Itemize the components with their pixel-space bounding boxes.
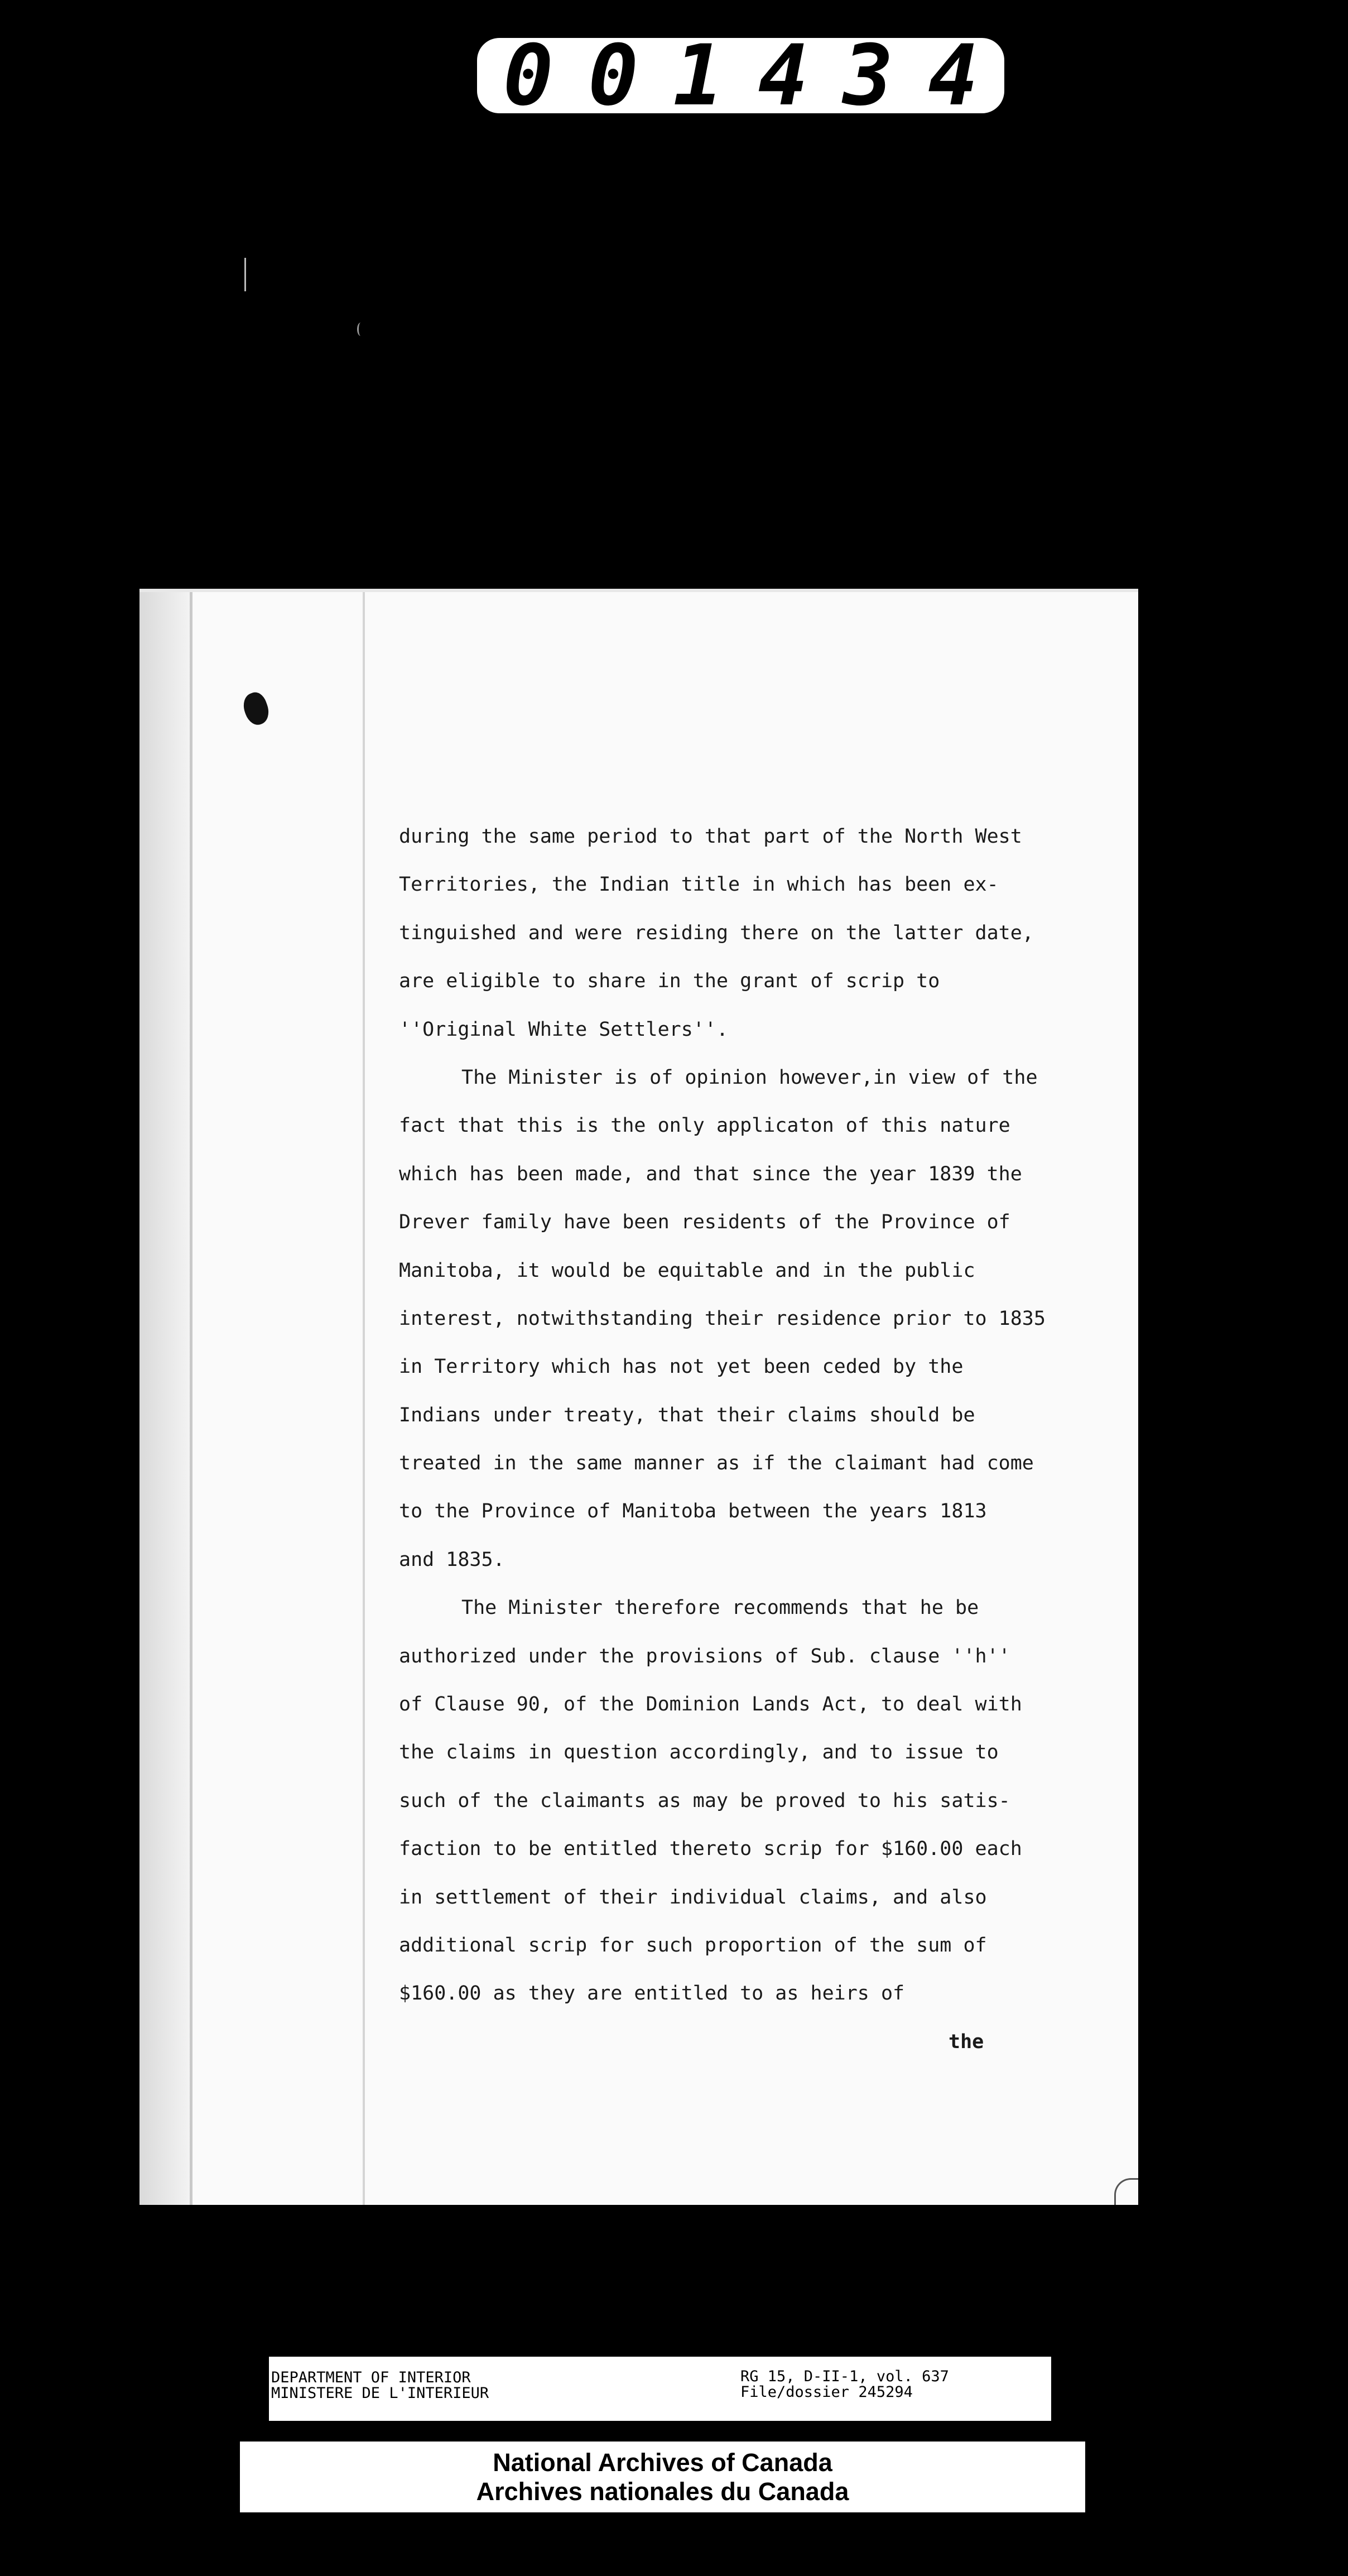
text-line: fact that this is the only applicaton of this nature <box>399 1114 1010 1137</box>
film-scratch <box>244 258 246 291</box>
text-line: of Clause 90, of the Dominion Lands Act, to deal with <box>399 1693 1022 1716</box>
text-line: Manitoba, it would be equitable and in the public <box>399 1259 975 1282</box>
department-en: DEPARTMENT OF INTERIOR <box>271 2369 471 2386</box>
text-line: to the Province of Manitoba between the years 1813 <box>399 1500 987 1523</box>
archive-name-en: National Archives of Canada <box>493 2448 832 2477</box>
text-line: in Territory which has not yet been ceded by the <box>399 1356 964 1378</box>
text-line: such of the claimants as may be proved to his satis- <box>399 1789 1010 1812</box>
text-line: the claims in question accordingly, and to issue to <box>399 1741 999 1764</box>
typed-text <box>399 813 1124 2066</box>
text-line: treated in the same manner as if the claimant had come <box>399 1452 1034 1475</box>
text-line: in settlement of their individual claims, and also <box>399 1886 987 1909</box>
text-line: are eligible to share in the grant of scrip to <box>399 970 940 993</box>
document-page <box>139 589 1138 2205</box>
text-line: interest, notwithstanding their residence prior to 1835 <box>399 1307 1046 1330</box>
text-line: Territories, the Indian title in which has been ex- <box>399 873 999 896</box>
text-line: Indians under treaty, that their claims should be <box>399 1404 975 1426</box>
text-line: $160.00 as they are entitled to as heirs of <box>399 1982 905 2005</box>
binding-line <box>190 592 192 2205</box>
text-line: The Minister therefore recommends that he be <box>461 1597 979 1619</box>
record-group: RG 15, D-II-1, vol. 637 <box>740 2368 949 2385</box>
reference-block <box>740 2369 949 2400</box>
text-line: during the same period to that part of the North West <box>399 825 1022 848</box>
text-line: Drever family have been residents of the Province of <box>399 1211 1010 1234</box>
binding-shadow <box>139 592 192 2205</box>
text-line: authorized under the provisions of Sub. clause ''h'' <box>399 1645 1010 1667</box>
text-line: faction to be entitled thereto scrip for $160.00 each <box>399 1838 1022 1861</box>
text-line: additional scrip for such proportion of the sum of <box>399 1934 987 1957</box>
text-line: which has been made, and that since the year 1839 the <box>399 1162 1022 1185</box>
archive-name-fr: Archives nationales du Canada <box>476 2477 849 2506</box>
archive-label <box>240 2442 1085 2512</box>
punch-hole <box>239 690 272 728</box>
frame-number: 001434 <box>503 27 1013 124</box>
text-line: and 1835. <box>399 1548 505 1571</box>
text-line: tinguished and were residing there on the latter date, <box>399 921 1034 944</box>
file-number: File/dossier 245294 <box>740 2383 913 2401</box>
page-corner-fold <box>1114 2178 1138 2205</box>
margin-line <box>363 592 365 2205</box>
catchword: the <box>949 2030 984 2053</box>
department-fr: MINISTERE DE L'INTERIEUR <box>271 2385 489 2402</box>
department-block <box>271 2370 489 2401</box>
text-line: The Minister is of opinion however,in view of the <box>461 1066 1038 1089</box>
archive-reference-strip <box>269 2357 1051 2421</box>
frame-number-plate <box>477 27 1013 124</box>
film-speck <box>357 323 364 336</box>
text-line: ''Original White Settlers''. <box>399 1018 729 1041</box>
